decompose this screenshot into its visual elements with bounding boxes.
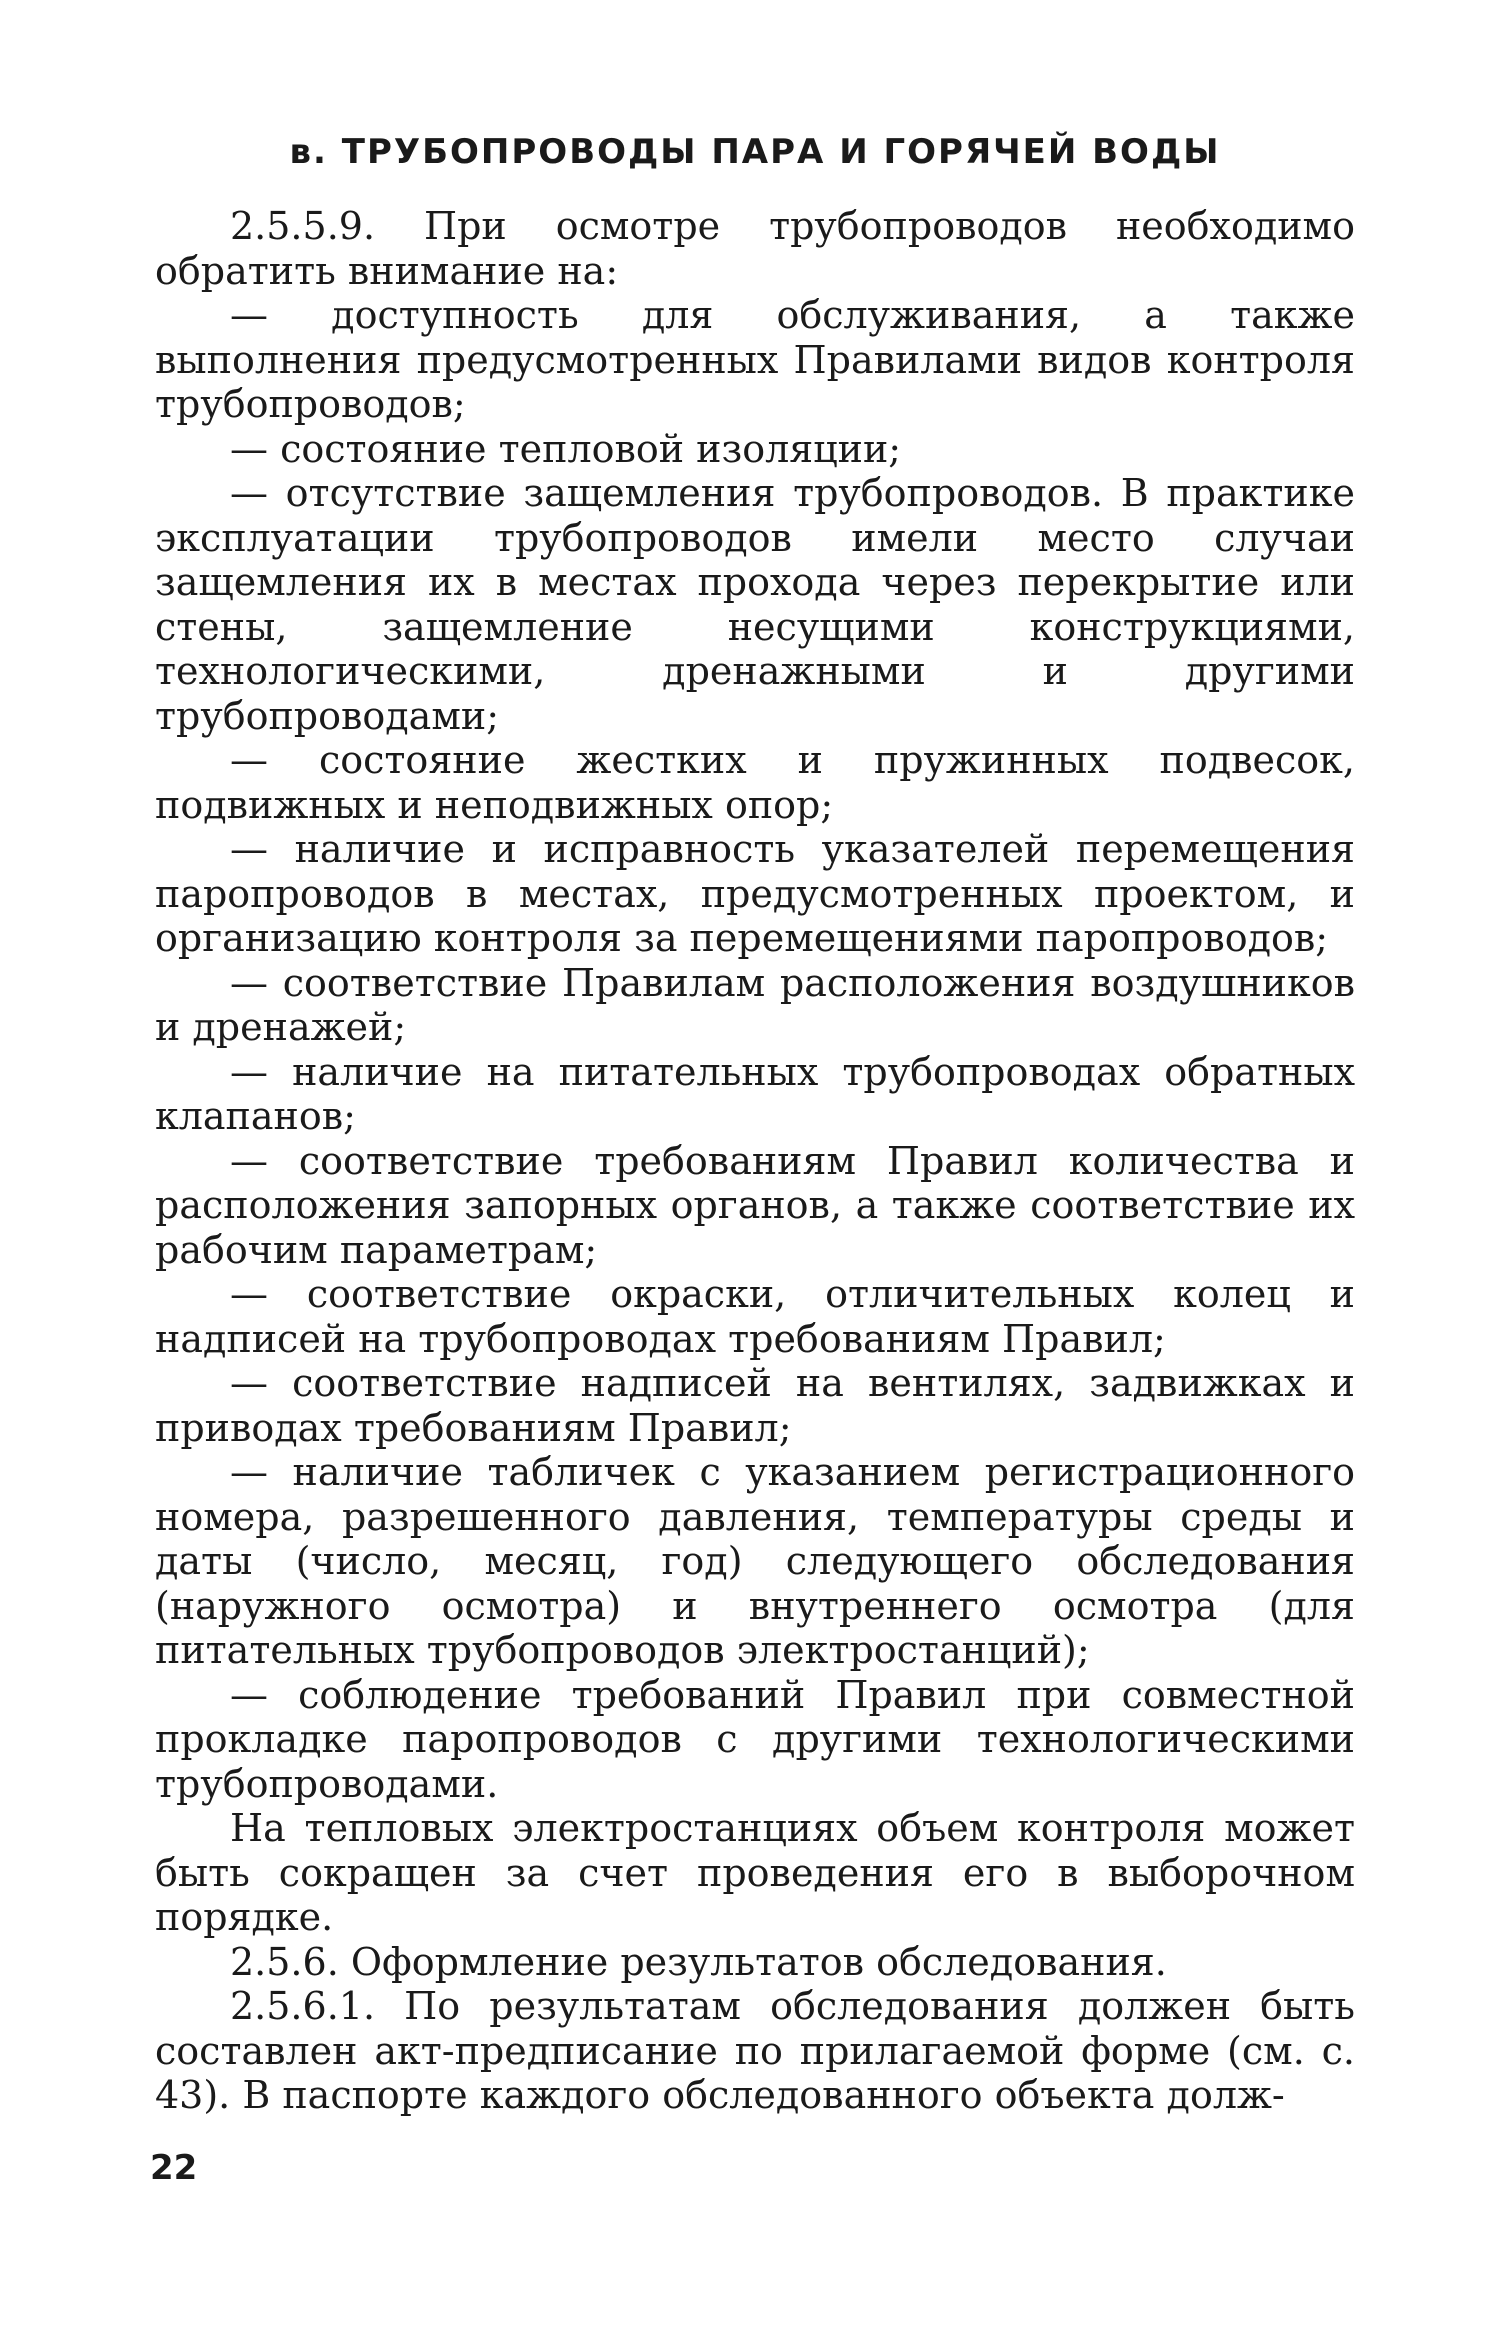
list-item-insulation: — состояние тепловой изоляции;: [230, 426, 902, 471]
list-item-painting: — соответствие окраски, отличительных колец и надписей на трубопроводах требованиям Правил;: [155, 1272, 1355, 1361]
list-item-vents-drains: — соответствие Правилам расположения воздушников и дренажей;: [155, 960, 1355, 1049]
list-item-accessibility: — доступность для обслуживания, а также выполнения предусмотренных Правилами видов контроля трубопроводов;: [155, 293, 1355, 426]
list-item-plates: — наличие табличек с указанием регистрационного номера, разрешенного давления, температуры среды и даты (число, месяц, год) следующего обследования (наружного осмотра) и внутреннего осмотра (для питательных трубопроводов электростанций);: [155, 1450, 1355, 1672]
list-item-joint-laying: — соблюдение требований Правил при совместной прокладке паропроводов с другими технологическими трубопроводами.: [155, 1672, 1355, 1806]
paragraph-2-5-6-1: 2.5.6.1. По результатам обследования должен быть составлен акт-предписание по прилагаемой форме (см. с. 43). В паспорте каждого обследованного объекта долж-: [155, 1984, 1355, 2117]
paragraph-2-5-5-9: 2.5.5.9. При осмотре трубопроводов необходимо обратить внимание на:: [155, 204, 1355, 293]
section-heading: в. ТРУБОПРОВОДЫ ПАРА И ГОРЯЧЕЙ ВОДЫ: [289, 132, 1221, 172]
list-item-supports: — состояние жестких и пружинных подвесок, подвижных и неподвижных опор;: [155, 738, 1355, 827]
paragraph-2-5-6: 2.5.6. Оформление результатов обследования.: [230, 1939, 1167, 1984]
list-item-shutoff-devices: — соответствие требованиям Правил количества и расположения запорных органов, а также соответствие их рабочим параметрам;: [155, 1138, 1355, 1272]
paragraph-sampling: На тепловых электростанциях объем контроля может быть сокращен за счет проведения его в выборочном порядке.: [155, 1806, 1355, 1939]
list-item-check-valves: — наличие на питательных трубопроводах обратных клапанов;: [155, 1049, 1355, 1138]
list-item-valve-inscriptions: — соответствие надписей на вентилях, задвижках и приводах требованиям Правил;: [155, 1361, 1355, 1450]
list-item-pinching: — отсутствие защемления трубопроводов. В практике эксплуатации трубопроводов имели место случаи защемления их в местах прохода через перекрытие или стены, защемление несущими конструкциями, технологическими, дренажными и другими трубопроводами;: [155, 471, 1355, 738]
page-content: [155, 130, 1355, 2118]
page-number: 22: [150, 2148, 198, 2188]
list-item-displacement-indicators: — наличие и исправность указателей перемещения паропроводов в местах, предусмотренных проектом, и организацию контроля за перемещениями паропроводов;: [155, 827, 1355, 960]
